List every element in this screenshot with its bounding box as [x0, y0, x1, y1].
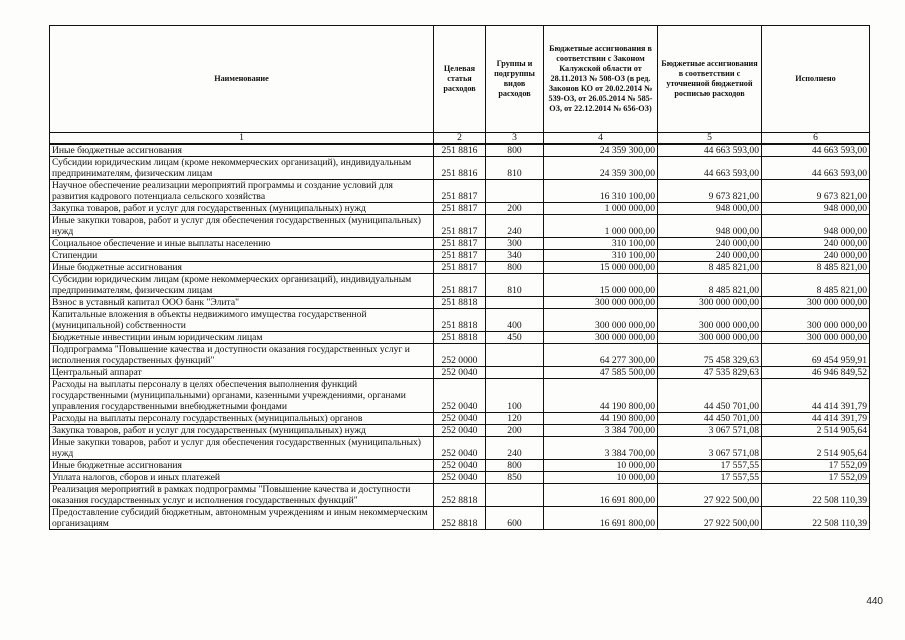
row-group: 240: [486, 215, 544, 238]
row-executed-amount: 8 485 821,00: [762, 274, 870, 297]
row-executed-amount: 240 000,00: [762, 238, 870, 250]
row-group: 850: [486, 472, 544, 484]
row-law-amount: 16 310 100,00: [544, 180, 658, 203]
row-refined-amount: 300 000 000,00: [658, 332, 762, 344]
row-law-amount: 15 000 000,00: [544, 274, 658, 297]
row-name: Взнос в уставный капитал ООО банк "Элита": [50, 297, 434, 309]
row-law-amount: 44 190 800,00: [544, 379, 658, 413]
row-group: 450: [486, 332, 544, 344]
row-code: 251 8817: [434, 215, 486, 238]
row-code: 251 8817: [434, 238, 486, 250]
header-executed: Исполнено: [762, 26, 870, 133]
row-refined-amount: 17 557,55: [658, 460, 762, 472]
row-group: 810: [486, 274, 544, 297]
row-refined-amount: 75 458 329,63: [658, 344, 762, 367]
row-code: 251 8817: [434, 203, 486, 215]
row-code: 252 0040: [434, 413, 486, 425]
row-executed-amount: 240 000,00: [762, 250, 870, 262]
row-group: 400: [486, 309, 544, 332]
row-law-amount: 44 190 800,00: [544, 413, 658, 425]
row-refined-amount: 44 663 593,00: [658, 144, 762, 157]
row-code: 251 8816: [434, 157, 486, 180]
row-refined-amount: 240 000,00: [658, 238, 762, 250]
row-law-amount: 3 384 700,00: [544, 425, 658, 437]
table-row: [50, 274, 870, 297]
row-executed-amount: 948 000,00: [762, 215, 870, 238]
row-name: Расходы на выплаты персоналу государственных (муниципальных) органов: [50, 413, 434, 425]
row-code: 251 8818: [434, 297, 486, 309]
row-law-amount: 300 000 000,00: [544, 309, 658, 332]
row-code: 252 0000: [434, 344, 486, 367]
row-law-amount: 300 000 000,00: [544, 297, 658, 309]
row-law-amount: 310 100,00: [544, 238, 658, 250]
row-name: Иные закупки товаров, работ и услуг для обеспечения государственных (муниципальных) нужд: [50, 215, 434, 238]
row-executed-amount: 300 000 000,00: [762, 297, 870, 309]
row-executed-amount: 300 000 000,00: [762, 332, 870, 344]
row-law-amount: 47 585 500,00: [544, 367, 658, 379]
row-refined-amount: 17 557,55: [658, 472, 762, 484]
row-refined-amount: 44 450 701,00: [658, 413, 762, 425]
row-group: 100: [486, 379, 544, 413]
table-row: [50, 297, 870, 309]
page-number: 440: [866, 596, 883, 607]
row-group: 800: [486, 144, 544, 157]
row-code: 251 8818: [434, 332, 486, 344]
row-law-amount: 1 000 000,00: [544, 203, 658, 215]
row-name: Центральный аппарат: [50, 367, 434, 379]
row-code: 252 0040: [434, 367, 486, 379]
table-row: [50, 367, 870, 379]
row-law-amount: 3 384 700,00: [544, 437, 658, 460]
row-law-amount: 16 691 800,00: [544, 507, 658, 530]
row-code: 251 8817: [434, 262, 486, 274]
table-row: [50, 157, 870, 180]
row-code: 252 0040: [434, 437, 486, 460]
row-name: Предоставление субсидий бюджетным, автономным учреждениям и иным некоммерческим организациям: [50, 507, 434, 530]
header-code: Целевая статья расходов: [434, 26, 486, 133]
column-number: 1: [50, 133, 434, 145]
row-name: Субсидии юридическим лицам (кроме некоммерческих организаций), индивидуальным предпринимателям, физическим лицам: [50, 157, 434, 180]
table-row: [50, 413, 870, 425]
row-name: Капитальные вложения в объекты недвижимого имущества государственной (муниципальной) собственности: [50, 309, 434, 332]
row-code: 252 0040: [434, 460, 486, 472]
row-law-amount: 24 359 300,00: [544, 144, 658, 157]
row-name: Стипендии: [50, 250, 434, 262]
column-number: 2: [434, 133, 486, 145]
column-number-row: [50, 133, 870, 145]
row-refined-amount: 9 673 821,00: [658, 180, 762, 203]
row-refined-amount: 948 000,00: [658, 215, 762, 238]
row-name: Субсидии юридическим лицам (кроме некоммерческих организаций), индивидуальным предпринимателям, физическим лицам: [50, 274, 434, 297]
table-row: [50, 215, 870, 238]
row-refined-amount: 8 485 821,00: [658, 274, 762, 297]
row-executed-amount: 44 414 391,79: [762, 413, 870, 425]
row-group: [486, 297, 544, 309]
table-row: [50, 460, 870, 472]
row-name: Бюджетные инвестиции иным юридическим лицам: [50, 332, 434, 344]
header-name: Наименование: [50, 26, 434, 133]
row-name: Расходы на выплаты персоналу в целях обеспечения выполнения функций государственными (муниципальными) органами, казенными учреждениями, органами управления государственными внебюджетными фондами: [50, 379, 434, 413]
row-law-amount: 24 359 300,00: [544, 157, 658, 180]
table-row: [50, 180, 870, 203]
row-group: 800: [486, 460, 544, 472]
header-refined: Бюджетные ассигнования в соответствии с уточненной бюджетной росписью расходов: [658, 26, 762, 133]
row-name: Иные бюджетные ассигнования: [50, 144, 434, 157]
table-row: [50, 425, 870, 437]
row-executed-amount: 46 946 849,52: [762, 367, 870, 379]
row-law-amount: 10 000,00: [544, 460, 658, 472]
row-executed-amount: 2 514 905,64: [762, 425, 870, 437]
row-executed-amount: 44 663 593,00: [762, 144, 870, 157]
row-group: 810: [486, 157, 544, 180]
row-code: 252 0040: [434, 472, 486, 484]
row-executed-amount: 44 663 593,00: [762, 157, 870, 180]
row-executed-amount: 300 000 000,00: [762, 309, 870, 332]
row-group: 240: [486, 437, 544, 460]
row-law-amount: 1 000 000,00: [544, 215, 658, 238]
row-group: [486, 180, 544, 203]
row-name: Закупка товаров, работ и услуг для государственных (муниципальных) нужд: [50, 425, 434, 437]
row-group: [486, 367, 544, 379]
row-code: 252 0040: [434, 425, 486, 437]
row-refined-amount: 27 922 500,00: [658, 507, 762, 530]
row-refined-amount: 44 663 593,00: [658, 157, 762, 180]
row-refined-amount: 948 000,00: [658, 203, 762, 215]
row-law-amount: 310 100,00: [544, 250, 658, 262]
row-executed-amount: 9 673 821,00: [762, 180, 870, 203]
table-row: [50, 203, 870, 215]
row-code: 251 8817: [434, 274, 486, 297]
row-group: [486, 344, 544, 367]
table-row: [50, 344, 870, 367]
row-name: Иные бюджетные ассигнования: [50, 262, 434, 274]
budget-table: [49, 25, 870, 530]
row-refined-amount: 47 535 829,63: [658, 367, 762, 379]
table-row: [50, 472, 870, 484]
row-refined-amount: 240 000,00: [658, 250, 762, 262]
row-executed-amount: 17 552,09: [762, 460, 870, 472]
column-number: 3: [486, 133, 544, 145]
table-row: [50, 379, 870, 413]
row-group: 200: [486, 203, 544, 215]
header-law: Бюджетные ассигнования в соответствии с Законом Калужской области от 28.11.2013 № 508-ОЗ (в ред. Законов КО от 20.02.2014 № 539-ОЗ, от 26.05.2014 № 585-ОЗ, от 22.12.2014 № 656-ОЗ): [544, 26, 658, 133]
row-code: 252 8818: [434, 484, 486, 507]
row-executed-amount: 22 508 110,39: [762, 484, 870, 507]
table-row: [50, 437, 870, 460]
row-group: 200: [486, 425, 544, 437]
row-law-amount: 10 000,00: [544, 472, 658, 484]
row-group: 800: [486, 262, 544, 274]
table-row: [50, 309, 870, 332]
row-name: Закупка товаров, работ и услуг для государственных (муниципальных) нужд: [50, 203, 434, 215]
row-code: 252 8818: [434, 507, 486, 530]
row-name: Научное обеспечение реализации мероприятий программы и создание условий для развития кадрового потенциала сельского хозяйства: [50, 180, 434, 203]
table-row: [50, 250, 870, 262]
row-group: 120: [486, 413, 544, 425]
row-name: Подпрограмма "Повышение качества и доступности оказания государственных услуг и исполнения государственных функций": [50, 344, 434, 367]
header-row: [50, 26, 870, 133]
row-refined-amount: 44 450 701,00: [658, 379, 762, 413]
row-group: 600: [486, 507, 544, 530]
row-executed-amount: 8 485 821,00: [762, 262, 870, 274]
row-name: Социальное обеспечение и иные выплаты населению: [50, 238, 434, 250]
row-executed-amount: 69 454 959,91: [762, 344, 870, 367]
row-name: Уплата налогов, сборов и иных платежей: [50, 472, 434, 484]
column-number: 6: [762, 133, 870, 145]
row-refined-amount: 8 485 821,00: [658, 262, 762, 274]
row-code: 251 8816: [434, 144, 486, 157]
row-group: [486, 484, 544, 507]
table-row: [50, 262, 870, 274]
table-row: [50, 238, 870, 250]
row-refined-amount: 3 067 571,08: [658, 437, 762, 460]
table-row: [50, 144, 870, 157]
row-law-amount: 15 000 000,00: [544, 262, 658, 274]
row-name: Иные бюджетные ассигнования: [50, 460, 434, 472]
column-number: 4: [544, 133, 658, 145]
row-code: 251 8818: [434, 309, 486, 332]
row-executed-amount: 948 000,00: [762, 203, 870, 215]
budget-sheet: [49, 25, 869, 530]
table-row: [50, 484, 870, 507]
row-executed-amount: 22 508 110,39: [762, 507, 870, 530]
row-refined-amount: 300 000 000,00: [658, 297, 762, 309]
row-refined-amount: 300 000 000,00: [658, 309, 762, 332]
row-refined-amount: 27 922 500,00: [658, 484, 762, 507]
row-law-amount: 16 691 800,00: [544, 484, 658, 507]
table-row: [50, 507, 870, 530]
header-group: Группы и подгруппы видов расходов: [486, 26, 544, 133]
row-group: 300: [486, 238, 544, 250]
row-name: Реализация мероприятий в рамках подпрограммы "Повышение качества и доступности оказания государственных услуг и исполнения государственных функций": [50, 484, 434, 507]
row-code: 251 8817: [434, 180, 486, 203]
row-law-amount: 64 277 300,00: [544, 344, 658, 367]
row-law-amount: 300 000 000,00: [544, 332, 658, 344]
row-refined-amount: 3 067 571,08: [658, 425, 762, 437]
row-group: 340: [486, 250, 544, 262]
row-code: 252 0040: [434, 379, 486, 413]
row-executed-amount: 17 552,09: [762, 472, 870, 484]
row-code: 251 8817: [434, 250, 486, 262]
row-executed-amount: 44 414 391,79: [762, 379, 870, 413]
row-executed-amount: 2 514 905,64: [762, 437, 870, 460]
table-row: [50, 332, 870, 344]
column-number: 5: [658, 133, 762, 145]
row-name: Иные закупки товаров, работ и услуг для обеспечения государственных (муниципальных) нужд: [50, 437, 434, 460]
